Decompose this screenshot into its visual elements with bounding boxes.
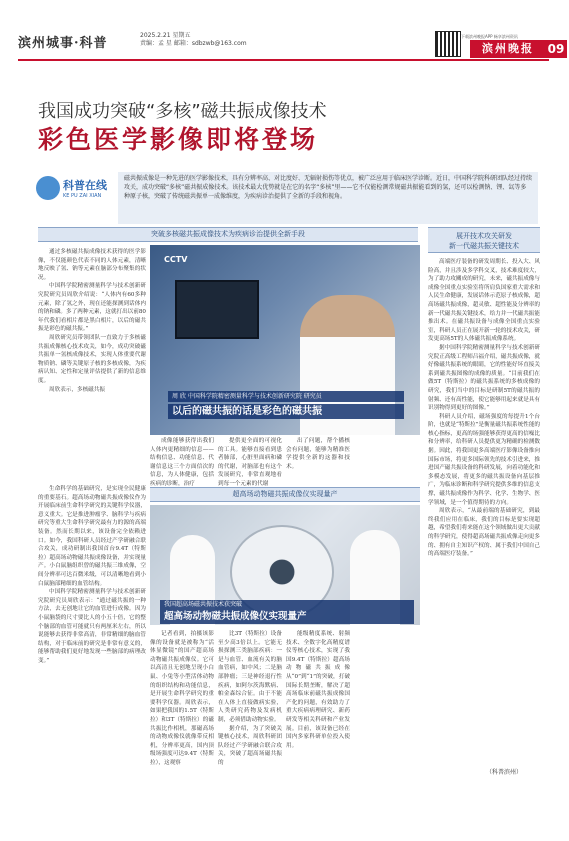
- date-text: 2025.2.21 星期五: [140, 32, 191, 39]
- paragraph: 比3T（特斯拉）设备至少高3倍以上。它能无损探测三类脑部疾病：一是与血管、血流有关的脑血管病，如中风；二是脑部肿瘤；三是神经退行性疾病，如阿尔茨海默病、帕金森综合征。由于不能在人体上直接做病实验，人类研究药物及发病机制，必须借助动物实验。: [218, 631, 282, 723]
- paragraph: 中国科学院精密测量科学与技术创新研究院研究员周欣表示：“通过磁共振的一种方法，去无创地让它的血管进行成像。因为小鼠脑袋的尺寸要比人的小五十倍，它的整个脑部的血管可能就只有两厘米左右，所以说能够去获得非常高清，非常精细的脑血管结构，对于临床前的研究是非常有意义的，能够帮助我们更好地发现一些脑部的病理改变。”: [38, 589, 146, 664]
- headline-main: 彩色医学影像即将登场: [38, 125, 319, 154]
- sidebar-heading-line1: 展开技术攻关研发: [456, 232, 512, 240]
- editor-text: 责编：孟 星 邮箱：sdbzwb@163.com: [140, 40, 247, 47]
- lower-third: 周 欣 中国科学院精密测量科学与技术创新研究院 研究员: [168, 391, 404, 402]
- tv-station-icon: CCTV: [164, 255, 188, 264]
- paragraph: 科研人员介绍，磁场强度的每提升1个台阶，也就是“特斯拉”是衡量磁共振系统性能的核心指标，更高的场强能够获得更高的信噪比和分辨率，给科研人员提供更为精确的检测数据。因此，将我国更多高端医疗影像设备推向国际市场，将更多国际领先的技术引进来，推进国产磁共振设备的科研发展，向着功能化和多模态发展，将更多的磁共振设备向基层推广，为临床诊断和科学研究提供多维的信息支撑，磁共振成像作为科学、化学、生物学、医学领域，是一个值得期待的方向。: [428, 413, 540, 506]
- qr-follow-text: 下载滨州晚报APP 畅享滨州资讯: [461, 34, 518, 39]
- paragraph: 周欣表示，多核磁共振: [49, 386, 105, 393]
- author-credit: （科普滨州）: [486, 769, 523, 776]
- lower-third: 我国超高场磁共振技术获突破: [160, 600, 414, 610]
- section2-heading: 超高场动物磁共振成像仪实现量产: [150, 487, 420, 502]
- paragraph: 据介绍，为了突破关键核心技术，周欣科研团队经过产学研融合联合攻关，突破了超高场磁共振的: [218, 725, 282, 766]
- col2-bottom: [150, 630, 214, 780]
- sidebar-column: [428, 258, 540, 764]
- sidebar-heading-line2: 新一代磁共振关键技术: [449, 242, 519, 250]
- page-number: 09: [545, 40, 567, 58]
- paragraph: 周欣研究员带领团队一直致力于多核磁共振成像核心技术攻关，如今，成功突破磁共振单一氢核成像技术，实现人体重要代谢物质钠、磷等关键原子核的多核成像，为疾病认知、定性和定量评估提供了新的信息维度。: [38, 334, 146, 384]
- header-divider: [18, 59, 549, 61]
- photo-caption: 超高场动物磁共振成像仪实现量产: [160, 610, 414, 624]
- col1-bottom: [38, 485, 146, 780]
- paragraph: 高端医疗装备的研发周期长、投入大、风险高，并且涉及多学科交叉，技术难度较大，为了助力攻關成的研究，未来，磁共振成像与成像全国重点实验室将所肩负国家重大需求和人民生命健康，发展话体示范原子核成像，超高场磁共振成像，超灵敏、超性能及分辨率的新一代磁共振关键技术，给力并一代磁共振能推出术。在磁共振设备与成像全国重点实验室，科研人员正在展开新一轮的技术攻关，研发更高场5T的人体磁共振成像系统。: [428, 259, 540, 343]
- paragraph: 生命科学的基础研究，是实现全民健康的重要基石。超高场动物磁共振成像仪作为开展临床前生命科学研究的关键科学仪器，意义重大。它是推进肿瘤学、脑科学与疾病研究等重大生命科学研究最有力的源的高端装备。然而长期以来，该设备完全依赖进口。如今，我国科研人员经过产学研融合联合攻关，成功研制出我国首台9.4T（特斯拉）超高场动物磁共振成像设备，并实现量产。小白鼠脑组织曾的磁共振三维成像，空间分辨率可达百微米级，可以清晰地看到小白鼠脑部精细的血管结构。: [38, 486, 146, 587]
- paragraph: 周欣表示，“从最前端的基础研究，到最终我们应用在临床，我们的目标是要实现超越，希望我们将来能在这个领域做出更大贡献的科学研究，使得超高场磁共振成像走向更多的、拥有自主知识产权的、属于我们中国自己的高端医疗装备。”: [428, 508, 540, 558]
- paragraph: 中国科学院精密测量科学与技术创新研究院研究员周欣介绍说：“人体内有60多种元素，除了氢之外，现在还能探测到话体内的钠和磷。多了两种元素，这就打出以前80年代我们看相片都是黑白相片，以后的磁共振是彩色的磁共振。”: [38, 283, 146, 333]
- lead-paragraph: 磁共振成像是一种先进的医学影像技术，具有分辨率高、对比度好、无辐射损伤等优点，被广泛应用于临床医学诊断。近日，中国科学院科研团队经过持续攻关，成功突破“多核”磁共振成像技术。该技术最大优势就是在它的名字“多核”里——它不仅能检测常规磁共振能看到的氢，还可以检测钠、锂、氙等多种原子核，突破了传统磁共振单一成像维度，为疾病诊治提供了全新的手段和视角。: [118, 172, 538, 224]
- paragraph: 能级精度系统、射频技术、全数字化高精度谱仪等核心技术，实现了我国9.4T（特斯拉）超高场动物磁共振成像从“0”到“1”的突破，打破国际长期垄断，解决了超高场临床前磁共振成像国产化的问题，有效助力了重大疾病病理研究、新药研发等相关科研和产业发展。目前，该设备已经在国内多家科研单位投入使用。: [286, 631, 350, 749]
- issue-date: [140, 32, 247, 48]
- column-logo: [36, 172, 114, 218]
- lab-photo: [150, 505, 420, 625]
- paragraph: 出了问题，帮个播核会有问题，能够为精准医学提供全新的这器和技术。: [286, 438, 350, 470]
- section-title: 滨州城事·科普: [18, 36, 108, 51]
- headline-kicker: 我国成功突破“多核”磁共振成像技术: [38, 101, 327, 122]
- paragraph: 据中国科学院精密测量科学与技术创新研究院正高级工程师吕福介绍，磁共振成像，就好像磁共振系统的眼睛，它的性能好坏直接关系到磁共振图像的成像的质量。“目前我们在做5T（特斯拉）的磁共振系统的多核成像的研究，我们当中的目标是研制5T的磁共振的射频、还有高性能，使它能够用起来就是具有识别物得到更好的图像。”: [428, 344, 540, 412]
- col4-bottom: [286, 630, 350, 780]
- col1-top: [38, 248, 146, 476]
- section1-heading: 突破多核磁共振成像技术为疾病诊治提供全新手段: [38, 227, 418, 242]
- col3-bottom: [218, 630, 282, 780]
- column-logo-name: 科普在线: [63, 179, 107, 192]
- paragraph: 提供更全面的可视化的工具。能够直接看到患者肺部，心脏里面病和磷的代谢，对脑部也有这个发展研究，非常直观地看到每一个元素的代谢: [218, 438, 282, 487]
- monitor-screen: [175, 280, 259, 339]
- atom-icon: [36, 176, 60, 200]
- paragraph: 通过多核磁共振成像技术获得的医学影像，不仅能颜色代表不同的人体元素，清晰地反映了氢、钠等元素在脑部分布聚集的状况。: [38, 249, 146, 281]
- column-logo-pinyin: KE PU ZAI XIAN: [63, 193, 102, 199]
- paragraph: 成像能够获得出我们人体内更精细的信息——结构信息、功能信息、代谢信息这三个方面信次的信息，为人体健康，包括疾病的诊断，治疗: [150, 438, 214, 487]
- interview-photo: [150, 245, 420, 435]
- qr-code-icon: [435, 31, 461, 57]
- newspaper-logo: 滨州晚报: [470, 40, 546, 58]
- photo-caption: 以后的磁共振的话是彩色的磁共振: [168, 404, 404, 419]
- page-header: [0, 0, 569, 62]
- paragraph: 记者看到，拍摄该影像的设备就是被称为“活体显微镜”的国产超高场动物磁共振成像仪。它可以高清且无创地呈现小白鼠、小兔等小型活体动物的组织结构和功能信息，是开展生命科学研究的重要科学仪器。周欣表示，如果把我国的1.5T（特斯拉）和3T（特斯拉）的磁共振比作相机，那磁高场的动物成像仪就像带反相机，分辨率更高，国内顶级场强度可达9.4T（特斯拉），这观察: [150, 631, 214, 766]
- sidebar-heading: [428, 227, 540, 253]
